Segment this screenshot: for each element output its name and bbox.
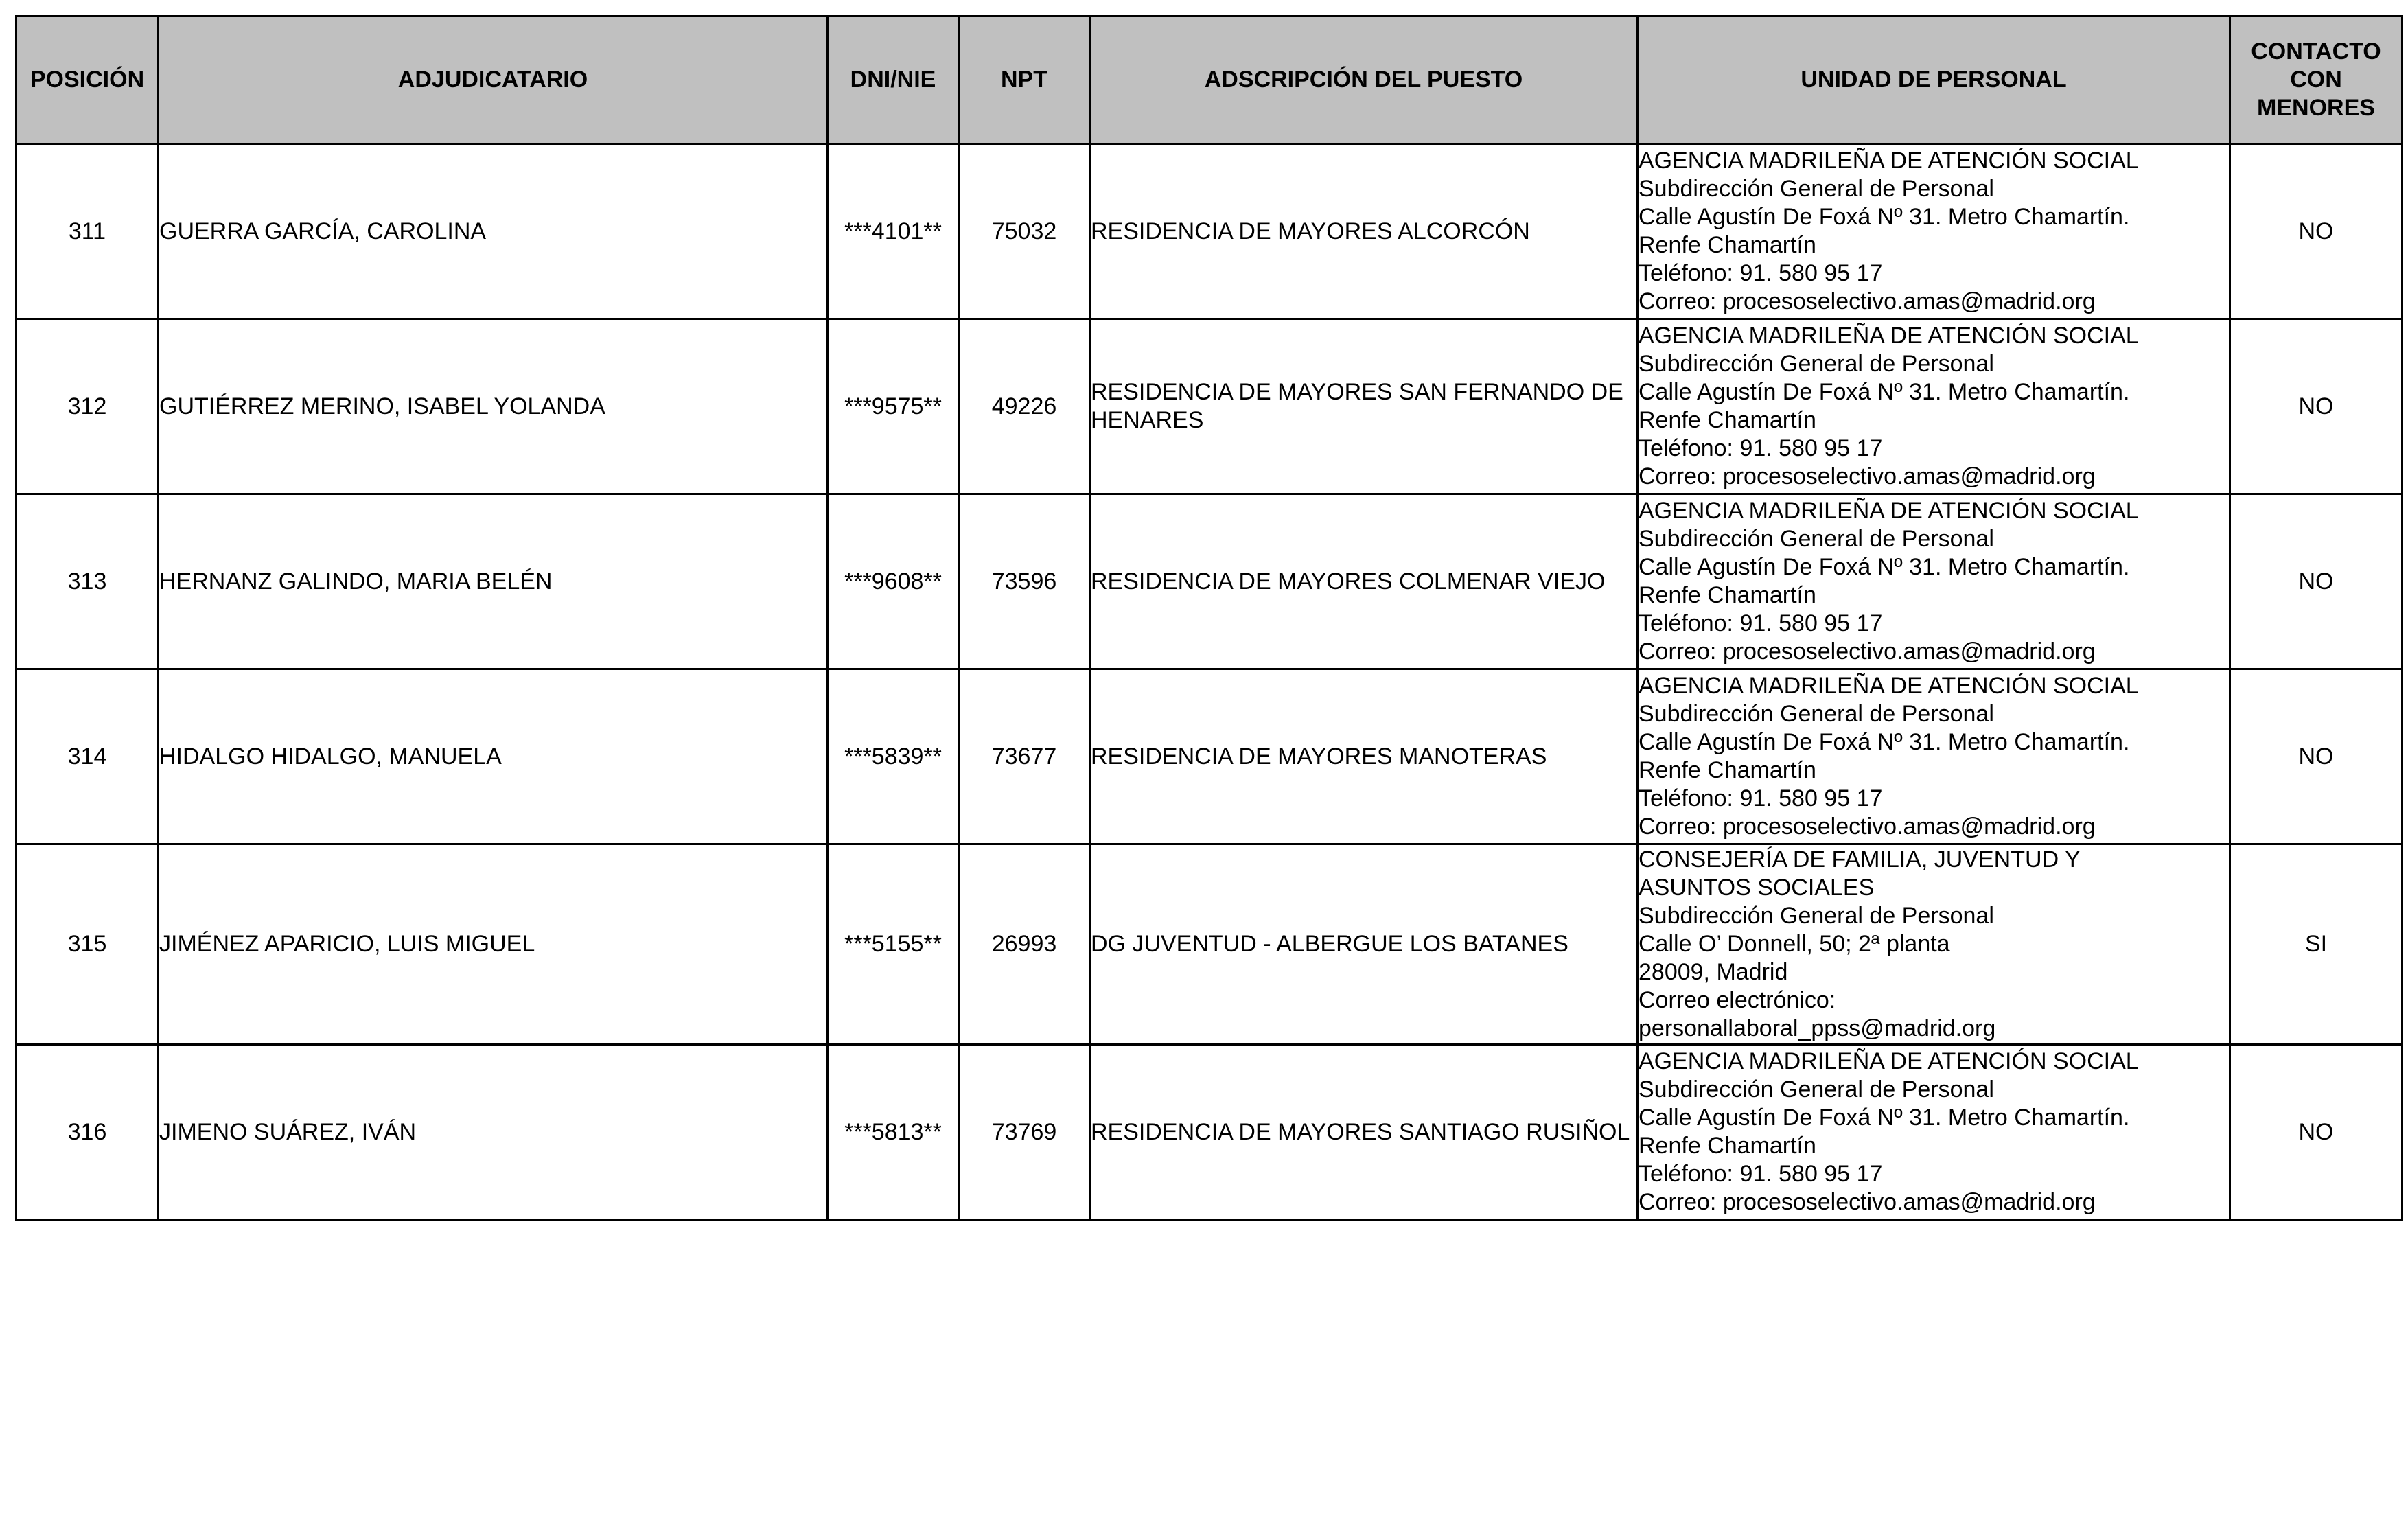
table-body (16, 144, 2403, 1220)
unidad-line: AGENCIA MADRILEÑA DE ATENCIÓN SOCIAL (1639, 148, 2139, 174)
unidad-line: Subdirección General de Personal (1639, 1076, 1994, 1102)
cell-npt: 73769 (959, 1045, 1090, 1220)
cell-npt: 75032 (959, 144, 1090, 319)
cell-posicion: 316 (16, 1045, 159, 1220)
cell-posicion: 314 (16, 669, 159, 844)
cell-adjudicatario: HERNANZ GALINDO, MARIA BELÉN (159, 494, 828, 669)
unidad-line: Calle Agustín De Foxá Nº 31. Metro Chamartín. (1639, 379, 2130, 405)
cell-adjudicatario: HIDALGO HIDALGO, MANUELA (159, 669, 828, 844)
cell-posicion: 312 (16, 319, 159, 494)
cell-adscripcion: RESIDENCIA DE MAYORES SANTIAGO RUSIÑOL (1090, 1045, 1638, 1220)
cell-unidad (1638, 319, 2230, 494)
unidad-line: Teléfono: 91. 580 95 17 (1639, 1161, 1883, 1187)
cell-npt: 49226 (959, 319, 1090, 494)
header-contacto-line: CONTACTO (2251, 38, 2381, 65)
cell-adjudicatario: GUTIÉRREZ MERINO, ISABEL YOLANDA (159, 319, 828, 494)
unidad-line: Calle O’ Donnell, 50; 2ª planta (1639, 931, 1950, 957)
header-row (16, 16, 2403, 144)
cell-unidad (1638, 494, 2230, 669)
unidad-line: Subdirección General de Personal (1639, 176, 1994, 202)
award-table (15, 15, 2403, 1221)
cell-adjudicatario: GUERRA GARCÍA, CAROLINA (159, 144, 828, 319)
unidad-line: Calle Agustín De Foxá Nº 31. Metro Chamartín. (1639, 554, 2130, 580)
cell-contacto: SI (2230, 844, 2403, 1045)
cell-posicion: 311 (16, 144, 159, 319)
cell-contacto: NO (2230, 1045, 2403, 1220)
table-row (16, 844, 2403, 1045)
table-row (16, 144, 2403, 319)
unidad-line: Correo electrónico: (1639, 987, 1836, 1013)
unidad-line: personallaboral_ppss@madrid.org (1639, 1015, 1996, 1041)
unidad-line: AGENCIA MADRILEÑA DE ATENCIÓN SOCIAL (1639, 498, 2139, 524)
cell-posicion: 313 (16, 494, 159, 669)
cell-adscripcion: RESIDENCIA DE MAYORES COLMENAR VIEJO (1090, 494, 1638, 669)
unidad-line: Teléfono: 91. 580 95 17 (1639, 610, 1883, 636)
table-header (16, 16, 2403, 144)
unidad-line: Correo: procesoselectivo.amas@madrid.org (1639, 463, 2096, 489)
cell-adscripcion: RESIDENCIA DE MAYORES ALCORCÓN (1090, 144, 1638, 319)
header-adjudicatario: ADJUDICATARIO (159, 16, 828, 144)
unidad-line: ASUNTOS SOCIALES (1639, 875, 1875, 901)
table-row (16, 319, 2403, 494)
table-row (16, 494, 2403, 669)
unidad-line: 28009, Madrid (1639, 959, 1788, 985)
cell-unidad (1638, 1045, 2230, 1220)
cell-unidad (1638, 844, 2230, 1045)
unidad-line: Renfe Chamartín (1639, 757, 1816, 783)
header-contacto-line: CON (2290, 67, 2342, 93)
unidad-line: Correo: procesoselectivo.amas@madrid.org (1639, 288, 2096, 314)
unidad-line: Correo: procesoselectivo.amas@madrid.org (1639, 813, 2096, 840)
unidad-line: Renfe Chamartín (1639, 582, 1816, 608)
cell-dni: ***9575** (828, 319, 959, 494)
unidad-line: CONSEJERÍA DE FAMILIA, JUVENTUD Y (1639, 846, 2081, 873)
unidad-line: Correo: procesoselectivo.amas@madrid.org (1639, 638, 2096, 665)
unidad-line: AGENCIA MADRILEÑA DE ATENCIÓN SOCIAL (1639, 673, 2139, 699)
cell-npt: 73596 (959, 494, 1090, 669)
cell-contacto: NO (2230, 319, 2403, 494)
cell-dni: ***4101** (828, 144, 959, 319)
unidad-line: Subdirección General de Personal (1639, 903, 1994, 929)
unidad-line: Calle Agustín De Foxá Nº 31. Metro Chamartín. (1639, 729, 2130, 755)
header-posicion: POSICIÓN (16, 16, 159, 144)
cell-unidad (1638, 669, 2230, 844)
cell-contacto: NO (2230, 494, 2403, 669)
cell-contacto: NO (2230, 144, 2403, 319)
unidad-line: Teléfono: 91. 580 95 17 (1639, 785, 1883, 811)
header-unidad: UNIDAD DE PERSONAL (1638, 16, 2230, 144)
header-dni: DNI/NIE (828, 16, 959, 144)
cell-unidad (1638, 144, 2230, 319)
table-row (16, 669, 2403, 844)
cell-dni: ***5813** (828, 1045, 959, 1220)
cell-adjudicatario: JIMÉNEZ APARICIO, LUIS MIGUEL (159, 844, 828, 1045)
cell-adscripcion: DG JUVENTUD - ALBERGUE LOS BATANES (1090, 844, 1638, 1045)
unidad-line: Correo: procesoselectivo.amas@madrid.org (1639, 1189, 2096, 1215)
cell-npt: 73677 (959, 669, 1090, 844)
cell-dni: ***5155** (828, 844, 959, 1045)
unidad-line: Subdirección General de Personal (1639, 351, 1994, 377)
unidad-line: Teléfono: 91. 580 95 17 (1639, 260, 1883, 286)
cell-adscripcion: RESIDENCIA DE MAYORES SAN FERNANDO DE HENARES (1090, 319, 1638, 494)
cell-dni: ***5839** (828, 669, 959, 844)
cell-dni: ***9608** (828, 494, 959, 669)
unidad-line: AGENCIA MADRILEÑA DE ATENCIÓN SOCIAL (1639, 323, 2139, 349)
header-adscripcion: ADSCRIPCIÓN DEL PUESTO (1090, 16, 1638, 144)
cell-adjudicatario: JIMENO SUÁREZ, IVÁN (159, 1045, 828, 1220)
cell-contacto: NO (2230, 669, 2403, 844)
cell-posicion: 315 (16, 844, 159, 1045)
unidad-line: Subdirección General de Personal (1639, 701, 1994, 727)
cell-npt: 26993 (959, 844, 1090, 1045)
unidad-line: Teléfono: 91. 580 95 17 (1639, 435, 1883, 461)
unidad-line: Renfe Chamartín (1639, 1133, 1816, 1159)
unidad-line: Subdirección General de Personal (1639, 526, 1994, 552)
header-contacto-line: MENORES (2257, 95, 2375, 121)
unidad-line: Calle Agustín De Foxá Nº 31. Metro Chamartín. (1639, 204, 2130, 230)
header-npt: NPT (959, 16, 1090, 144)
unidad-line: AGENCIA MADRILEÑA DE ATENCIÓN SOCIAL (1639, 1048, 2139, 1074)
table-row (16, 1045, 2403, 1220)
unidad-line: Renfe Chamartín (1639, 407, 1816, 433)
header-contacto (2230, 16, 2403, 144)
unidad-line: Renfe Chamartín (1639, 232, 1816, 258)
cell-adscripcion: RESIDENCIA DE MAYORES MANOTERAS (1090, 669, 1638, 844)
unidad-line: Calle Agustín De Foxá Nº 31. Metro Chamartín. (1639, 1105, 2130, 1131)
